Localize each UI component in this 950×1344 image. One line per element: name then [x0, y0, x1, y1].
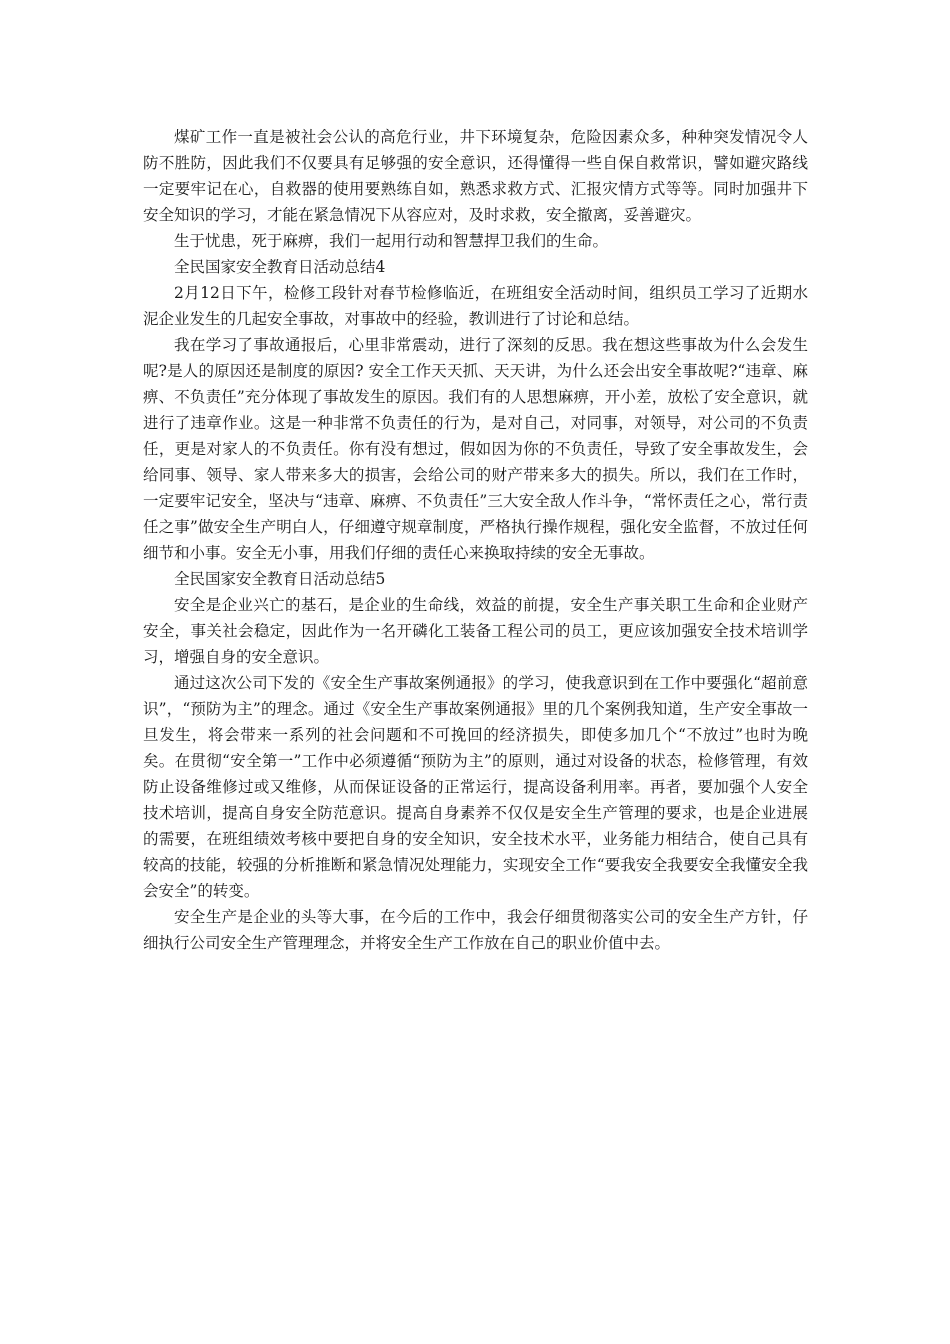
paragraph-reflection: 我在学习了事故通报后，心里非常震动，进行了深刻的反思。我在想这些事故为什么会发生呢?是人的原因还是制度的原因? 安全工作天天抓、天天讲，为什么还会出安全事故呢?“违章、麻痹、不负责任”充分体现了事故发生的原因。我们有的人思想麻痹，开小差，放松了安全意识，就进行了违章作业。这是一种非常不负责任的行为，是对自己，对同事，对领导，对公司的不负责任，更是对家人的不负责任。你有没有想过，假如因为你的不负责任，导致了安全事故发生，会给同事、领导、家人带来多大的损害，会给公司的财产带来多大的损失。所以，我们在工作时，一定要牢记安全，坚决与“违章、麻痹、不负责任”三大安全敌人作斗争，“常怀责任之心，常行责任之事”做安全生产明白人，仔细遵守规章制度，严格执行操作规程，强化安全监督，不放过任何细节和小事。安全无小事，用我们仔细的责任心来换取持续的安全无事故。 — [143, 336, 808, 562]
paragraph-vigilance: 生于忧患，死于麻痹，我们一起用行动和智慧捍卫我们的生命。 — [174, 232, 609, 250]
document-body — [143, 124, 808, 956]
paragraph-conclusion: 安全生产是企业的头等大事，在今后的工作中，我会仔细贯彻落实公司的安全生产方针，仔细执行公司安全生产管理理念，并将安全生产工作放在自己的职业价值中去。 — [143, 908, 808, 952]
paragraph-coal-mine-safety: 煤矿工作一直是被社会公认的高危行业，井下环境复杂，危险因素众多，种种突发情况令人防不胜防，因此我们不仅要具有足够强的安全意识，还得懂得一些自保自救常识，譬如避灾路线一定要牢记在心，自救器的使用要熟练自如，熟悉求救方式、汇报灾情方式等等。同时加强井下安全知识的学习，才能在紧急情况下从容应对，及时求救，安全撤离，妥善避灾。 — [143, 128, 808, 224]
section-heading-5: 全民国家安全教育日活动总结5 — [174, 570, 386, 588]
section-heading-4: 全民国家安全教育日活动总结4 — [174, 258, 386, 276]
paragraph-safety-foundation: 安全是企业兴亡的基石，是企业的生命线，效益的前提，安全生产事关职工生命和企业财产安全，事关社会稳定，因此作为一名开磷化工装备工程公司的员工，更应该加强安全技术培训学习，增强自身的安全意识。 — [143, 596, 808, 666]
paragraph-feb-12-meeting: 2月12日下午，检修工段针对春节检修临近，在班组安全活动时间，组织员工学习了近期水泥企业发生的几起安全事故，对事故中的经验，教训进行了讨论和总结。 — [143, 284, 808, 328]
paragraph-case-study: 通过这次公司下发的《安全生产事故案例通报》的学习，使我意识到在工作中要强化“超前意识”，“预防为主”的理念。通过《安全生产事故案例通报》里的几个案例我知道，生产安全事故一旦发生，将会带来一系列的社会问题和不可挽回的经济损失，即使多加几个“不放过”也时为晚矣。在贯彻“安全第一”工作中必须遵循“预防为主”的原则，通过对设备的状态，检修管理，有效防止设备维修过或又维修，从而保证设备的正常运行，提高设备利用率。再者，要加强个人安全技术培训，提高自身安全防范意识。提高自身素养不仅仅是安全生产管理的要求，也是企业进展的需要，在班组绩效考核中要把自身的安全知识，安全技术水平，业务能力相结合，使自己具有较高的技能，较强的分析推断和紧急情况处理能力，实现安全工作“要我安全我要安全我懂安全我会安全”的转变。 — [143, 674, 808, 900]
